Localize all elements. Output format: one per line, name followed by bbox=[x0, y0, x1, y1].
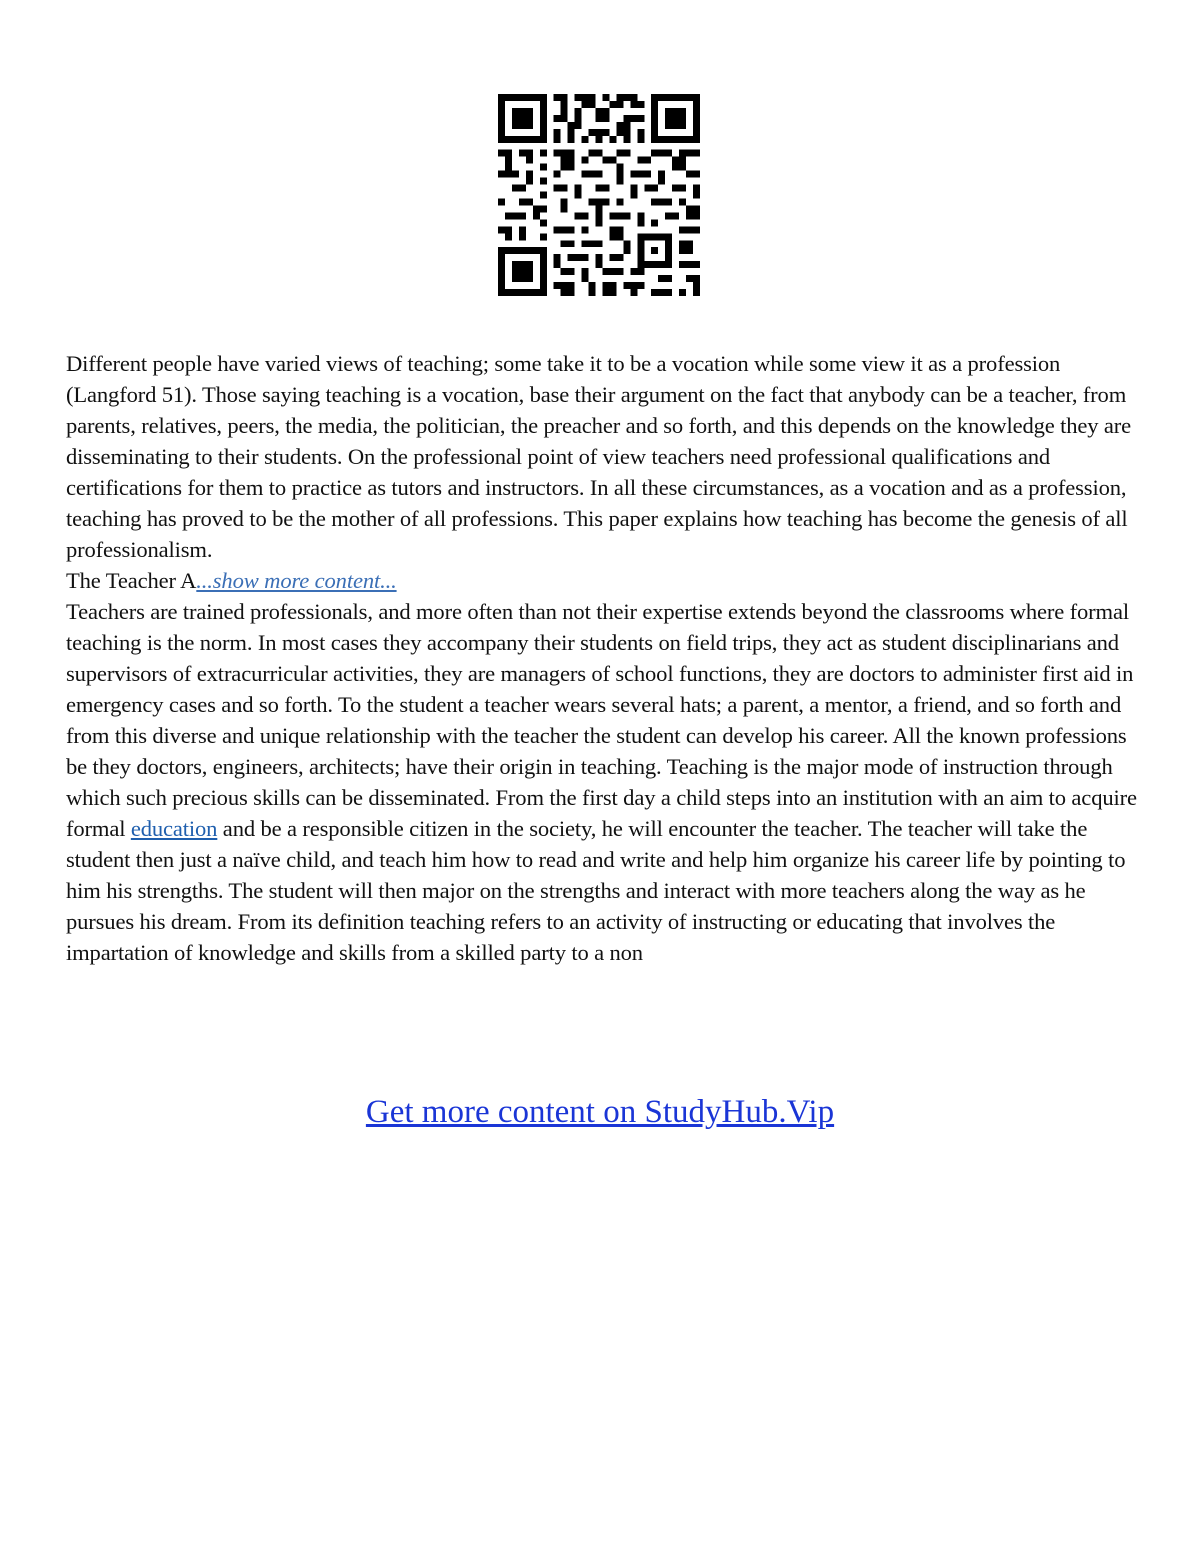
get-more-content-link[interactable]: Get more content on StudyHub.Vip bbox=[365, 1094, 835, 1130]
body-paragraph bbox=[66, 596, 1146, 968]
qr-code-icon bbox=[498, 94, 700, 296]
show-more-link[interactable]: ...show more content... bbox=[196, 568, 397, 593]
body-text-part1: Teachers are trained professionals, and more often than not their expertise extends beyond the classrooms where formal teaching is the norm. In most cases they accompany their students on field trips, they act as student disciplinarians and supervisors of extracurricular activities, they are managers of school functions, they are doctors to administer first aid in emergency cases and so forth. To the student a teacher wears several hats; a parent, a mentor, a friend, and so forth and from this diverse and unique relationship with the teacher the student can develop his career. All the known professions be they doctors, engineers, architects; have their origin in teaching. Teaching is the major mode of instruction through which such precious skills can be disseminated. From the first day a child steps into an institution with an aim to acquire formal bbox=[66, 599, 1137, 841]
education-link[interactable]: education bbox=[130, 816, 218, 841]
intro-paragraph: Different people have varied views of teaching; some take it to be a vocation while some view it as a profession (Langford 51). Those saying teaching is a vocation, base their argument on the fact that anybody can be a teacher, from parents, relatives, peers, the media, the politician, the preacher and so forth, and this depends on the knowledge they are disseminating to their students. On the professional point of view teachers need professional qualifications and certifications for them to practice as tutors and instructors. In all these circumstances, as a vocation and as a profession, teaching has proved to be the mother of all professions. This paper explains how teaching has become the genesis of all professionalism. bbox=[66, 351, 1132, 562]
body-text-part2: and be a responsible citizen in the society, he will encounter the teacher. The teacher will take the student then just a naïve child, and teach him how to read and write and help him organize his career life by pointing to him his strengths. The student will then major on the strengths and interact with more teachers along the way as he pursues his dream. From its definition teaching refers to an activity of instructing or educating that involves the impartation of knowledge and skills from a skilled party to a non bbox=[66, 816, 1126, 965]
section-lead-line bbox=[66, 565, 1146, 596]
section-lead-text: The Teacher A bbox=[66, 568, 197, 593]
cta-container bbox=[0, 1092, 1200, 1132]
essay-body bbox=[66, 348, 1146, 968]
